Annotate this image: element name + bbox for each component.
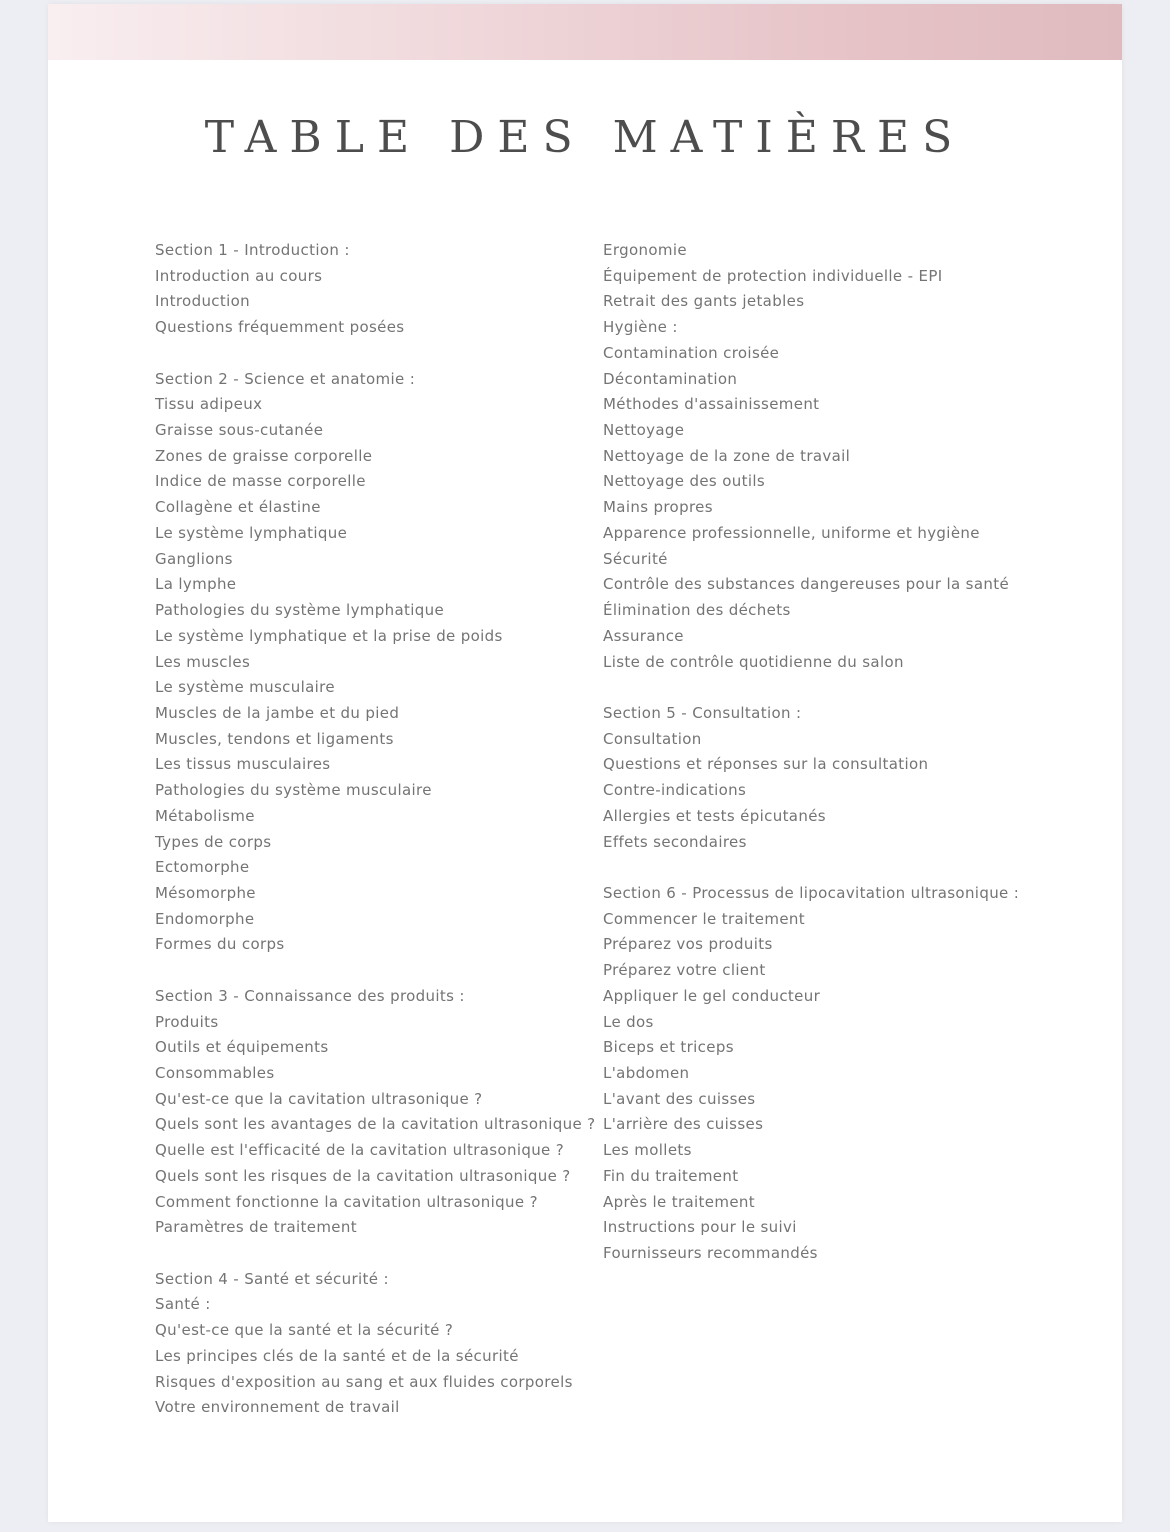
toc-entry: Pathologies du système musculaire — [155, 781, 432, 800]
toc-entry: L'avant des cuisses — [603, 1089, 756, 1108]
toc-entry: Le système lymphatique — [155, 523, 348, 542]
toc-entry: Ganglions — [155, 549, 233, 568]
toc-section-4 — [155, 1267, 595, 1421]
toc-entry: Fin du traitement — [603, 1166, 739, 1185]
page-title: TABLE DES MATIÈRES — [204, 112, 966, 163]
toc-entry: Qu'est-ce que la cavitation ultrasonique ? — [155, 1089, 483, 1108]
toc-entry: Comment fonctionne la cavitation ultrasonique ? — [155, 1192, 538, 1211]
toc-entry: Mésomorphe — [155, 883, 256, 902]
decorative-header-band — [48, 4, 1122, 60]
toc-entry: Formes du corps — [155, 935, 285, 954]
toc-entry: Le dos — [603, 1012, 654, 1031]
toc-entry: Après le traitement — [603, 1192, 755, 1211]
toc-entry: Liste de contrôle quotidienne du salon — [603, 652, 904, 671]
toc-entry: Quels sont les avantages de la cavitation ultrasonique ? — [155, 1115, 596, 1134]
section-heading: Section 3 - Connaissance des produits : — [155, 986, 465, 1005]
toc-entry: Instructions pour le suivi — [603, 1218, 797, 1237]
toc-entry: Apparence professionnelle, uniforme et hygiène — [603, 523, 980, 542]
toc-entry: Assurance — [603, 626, 684, 645]
toc-entry: Les tissus musculaires — [155, 755, 331, 774]
toc-entry: Contrôle des substances dangereuses pour la santé — [603, 575, 1010, 594]
section-heading: Section 4 - Santé et sécurité : — [155, 1269, 389, 1288]
toc-entry: Ergonomie — [603, 241, 687, 259]
toc-entry: Muscles de la jambe et du pied — [155, 703, 400, 722]
toc-entry: La lymphe — [155, 575, 237, 594]
toc-entry: Tissu adipeux — [155, 395, 263, 414]
toc-entry: Muscles, tendons et ligaments — [155, 729, 394, 748]
toc-entry: L'abdomen — [603, 1064, 690, 1082]
toc-entry: Retrait des gants jetables — [603, 292, 805, 311]
section-spacer — [603, 855, 1113, 881]
toc-entry: Appliquer le gel conducteur — [603, 986, 821, 1005]
toc-entry: Hygiène : — [603, 318, 678, 337]
toc-entry: Quels sont les risques de la cavitation ultrasonique ? — [155, 1166, 571, 1185]
toc-section-1 — [155, 238, 595, 341]
toc-entry: Fournisseurs recommandés — [603, 1244, 818, 1263]
toc-entry: Types de corps — [155, 832, 272, 851]
toc-entry: Paramètres de traitement — [155, 1218, 357, 1237]
section-spacer — [603, 675, 1113, 701]
toc-entry: Votre environnement de travail — [155, 1398, 400, 1417]
section-heading: Section 6 - Processus de lipocavitation ultrasonique : — [603, 883, 1020, 902]
toc-entry: Nettoyage de la zone de travail — [603, 446, 851, 465]
toc-entry: L'arrière des cuisses — [603, 1115, 764, 1134]
toc-entry: Questions fréquemment posées — [155, 318, 405, 337]
toc-entry: Outils et équipements — [155, 1038, 329, 1057]
toc-entry: Graisse sous-cutanée — [155, 421, 324, 440]
toc-entry: Quelle est l'efficacité de la cavitation ultrasonique ? — [155, 1141, 565, 1160]
toc-entry: Zones de graisse corporelle — [155, 446, 373, 465]
toc-entry: Équipement de protection individuelle - EPI — [603, 266, 943, 285]
toc-entry: Collagène et élastine — [155, 498, 321, 517]
section-heading: Section 5 - Consultation : — [603, 703, 802, 722]
toc-entry: Santé : — [155, 1295, 211, 1314]
toc-entry: Allergies et tests épicutanés — [603, 806, 826, 825]
toc-section-3 — [155, 984, 595, 1241]
toc-entry: Nettoyage — [603, 421, 685, 440]
toc-entry: Questions et réponses sur la consultation — [603, 755, 929, 774]
toc-entry: Consommables — [155, 1064, 275, 1082]
toc-entry: Endomorphe — [155, 909, 255, 928]
toc-entry: Décontamination — [603, 369, 738, 388]
toc-section-4-continued — [603, 238, 1113, 675]
toc-entry: Préparez votre client — [603, 961, 766, 980]
toc-entry: Contre-indications — [603, 781, 747, 800]
section-spacer — [155, 958, 595, 984]
toc-entry: Pathologies du système lymphatique — [155, 601, 445, 620]
toc-entry: Préparez vos produits — [603, 935, 773, 954]
toc-section-6 — [603, 881, 1113, 1267]
toc-entry: Les principes clés de la santé et de la sécurité — [155, 1346, 519, 1365]
toc-entry: Effets secondaires — [603, 832, 747, 851]
section-spacer — [155, 341, 595, 367]
toc-section-5 — [603, 701, 1113, 855]
toc-entry: Introduction — [155, 292, 251, 311]
toc-entry: Les muscles — [155, 652, 251, 671]
toc-entry: Qu'est-ce que la santé et la sécurité ? — [155, 1321, 454, 1340]
toc-section-2 — [155, 367, 595, 959]
toc-entry: Le système lymphatique et la prise de poids — [155, 626, 503, 645]
toc-entry: Produits — [155, 1012, 219, 1031]
section-spacer — [155, 1241, 595, 1267]
toc-entry: Méthodes d'assainissement — [603, 395, 820, 414]
toc-entry: Métabolisme — [155, 806, 255, 825]
toc-entry: Consultation — [603, 729, 702, 748]
toc-entry: Nettoyage des outils — [603, 472, 766, 491]
toc-entry: Biceps et triceps — [603, 1038, 734, 1057]
toc-entry: Commencer le traitement — [603, 909, 805, 928]
section-heading: Section 1 - Introduction : — [155, 241, 350, 259]
toc-entry: Indice de masse corporelle — [155, 472, 366, 491]
toc-entry: Ectomorphe — [155, 858, 250, 877]
toc-entry: Introduction au cours — [155, 266, 323, 285]
toc-entry: Risques d'exposition au sang et aux fluides corporels — [155, 1372, 573, 1391]
document-page — [48, 4, 1122, 1522]
section-heading: Section 2 - Science et anatomie : — [155, 369, 416, 388]
toc-entry: Contamination croisée — [603, 343, 780, 362]
toc-entry: Sécurité — [603, 549, 668, 568]
toc-column-right — [603, 238, 1113, 1267]
toc-entry: Les mollets — [603, 1141, 692, 1160]
toc-entry: Le système musculaire — [155, 678, 335, 697]
toc-entry: Élimination des déchets — [603, 601, 791, 620]
toc-entry: Mains propres — [603, 498, 713, 517]
toc-column-left — [155, 238, 595, 1421]
